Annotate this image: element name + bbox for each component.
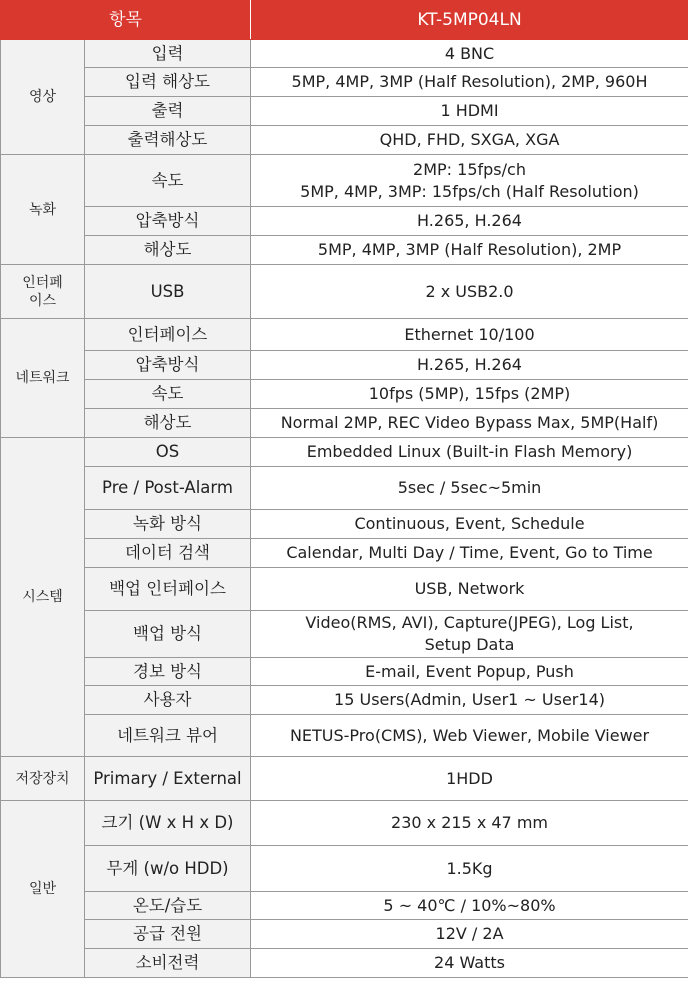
table-row	[1, 40, 688, 68]
item-value: 2 x USB2.0	[251, 265, 688, 319]
value-line: Setup Data	[424, 635, 515, 654]
item-label: 입력 해상도	[85, 68, 251, 97]
group-general: 일반	[1, 801, 85, 978]
item-value: H.265, H.264	[251, 351, 688, 380]
header-item: 항목	[1, 1, 251, 40]
table-row	[1, 568, 688, 611]
table-row	[1, 715, 688, 757]
table-row	[1, 658, 688, 686]
item-value: Embedded Linux (Built-in Flash Memory)	[251, 438, 688, 467]
item-value: E-mail, Event Popup, Push	[251, 658, 688, 686]
item-value: USB, Network	[251, 568, 688, 611]
group-interface	[1, 265, 85, 319]
item-value	[251, 611, 688, 658]
group-line: 인터페	[22, 274, 63, 291]
item-label: 크기 (W x H x D)	[85, 801, 251, 846]
value-line: 5MP, 4MP, 3MP: 15fps/ch (Half Resolution)	[300, 181, 639, 201]
item-label: 백업 인터페이스	[85, 568, 251, 611]
item-value: 24 Watts	[251, 949, 688, 978]
item-value	[251, 155, 688, 207]
item-value: 5MP, 4MP, 3MP (Half Resolution), 2MP, 960H	[251, 68, 688, 97]
item-value: NETUS-Pro(CMS), Web Viewer, Mobile Viewer	[251, 715, 688, 757]
value-line: Video(RMS, AVI), Capture(JPEG), Log List,	[305, 613, 634, 632]
item-label: 속도	[85, 155, 251, 207]
table-row	[1, 846, 688, 892]
item-value: 4 BNC	[251, 40, 688, 68]
item-value: Normal 2MP, REC Video Bypass Max, 5MP(Half)	[251, 409, 688, 438]
item-value: 10fps (5MP), 15fps (2MP)	[251, 380, 688, 409]
group-video: 영상	[1, 40, 85, 155]
table-row	[1, 155, 688, 207]
group-system: 시스템	[1, 438, 85, 757]
item-value: 15 Users(Admin, User1 ~ User14)	[251, 686, 688, 715]
table-row	[1, 611, 688, 658]
value-line: 2MP: 15fps/ch	[413, 159, 526, 179]
table-row	[1, 380, 688, 409]
item-label: 출력해상도	[85, 126, 251, 155]
item-label: 녹화 방식	[85, 510, 251, 539]
table-row	[1, 757, 688, 801]
table-row	[1, 409, 688, 438]
item-value: 5sec / 5sec~5min	[251, 467, 688, 510]
item-value: Continuous, Event, Schedule	[251, 510, 688, 539]
item-label: 백업 방식	[85, 611, 251, 658]
table-row	[1, 920, 688, 949]
item-label: 공급 전원	[85, 920, 251, 949]
item-label: 출력	[85, 97, 251, 126]
item-value: 12V / 2A	[251, 920, 688, 949]
table-row	[1, 801, 688, 846]
table-row	[1, 319, 688, 351]
table-row	[1, 467, 688, 510]
item-label: Primary / External	[85, 757, 251, 801]
group-network: 네트워크	[1, 319, 85, 438]
item-value: 1 HDMI	[251, 97, 688, 126]
item-value: 5 ~ 40℃ / 10%~80%	[251, 892, 688, 920]
item-label: Pre / Post-Alarm	[85, 467, 251, 510]
item-value: Calendar, Multi Day / Time, Event, Go to Time	[251, 539, 688, 568]
item-label: OS	[85, 438, 251, 467]
item-label: 해상도	[85, 236, 251, 265]
item-label: 사용자	[85, 686, 251, 715]
item-label: 경보 방식	[85, 658, 251, 686]
item-value: 1.5Kg	[251, 846, 688, 892]
table-row	[1, 265, 688, 319]
item-value: Ethernet 10/100	[251, 319, 688, 351]
item-label: 압축방식	[85, 351, 251, 380]
item-label: 속도	[85, 380, 251, 409]
item-label: 무게 (w/o HDD)	[85, 846, 251, 892]
group-record: 녹화	[1, 155, 85, 265]
item-value: QHD, FHD, SXGA, XGA	[251, 126, 688, 155]
item-label: 온도/습도	[85, 892, 251, 920]
item-label: 압축방식	[85, 207, 251, 236]
item-value: 5MP, 4MP, 3MP (Half Resolution), 2MP	[251, 236, 688, 265]
table-row	[1, 126, 688, 155]
item-label: 해상도	[85, 409, 251, 438]
table-row	[1, 438, 688, 467]
table-row	[1, 949, 688, 978]
table-row	[1, 351, 688, 380]
table-row	[1, 686, 688, 715]
item-label: 네트워크 뷰어	[85, 715, 251, 757]
item-label: 입력	[85, 40, 251, 68]
item-label: 인터페이스	[85, 319, 251, 351]
table-row	[1, 68, 688, 97]
table-row	[1, 236, 688, 265]
item-value: 230 x 215 x 47 mm	[251, 801, 688, 846]
item-label: 소비전력	[85, 949, 251, 978]
group-line: 이스	[28, 292, 57, 309]
header-row	[1, 1, 688, 40]
item-label: 데이터 검색	[85, 539, 251, 568]
table-row	[1, 207, 688, 236]
table-row	[1, 510, 688, 539]
table-row	[1, 539, 688, 568]
table-row	[1, 97, 688, 126]
item-label: USB	[85, 265, 251, 319]
header-model: KT-5MP04LN	[251, 1, 688, 40]
table-row	[1, 892, 688, 920]
item-value: H.265, H.264	[251, 207, 688, 236]
item-value: 1HDD	[251, 757, 688, 801]
group-storage: 저장장치	[1, 757, 85, 801]
